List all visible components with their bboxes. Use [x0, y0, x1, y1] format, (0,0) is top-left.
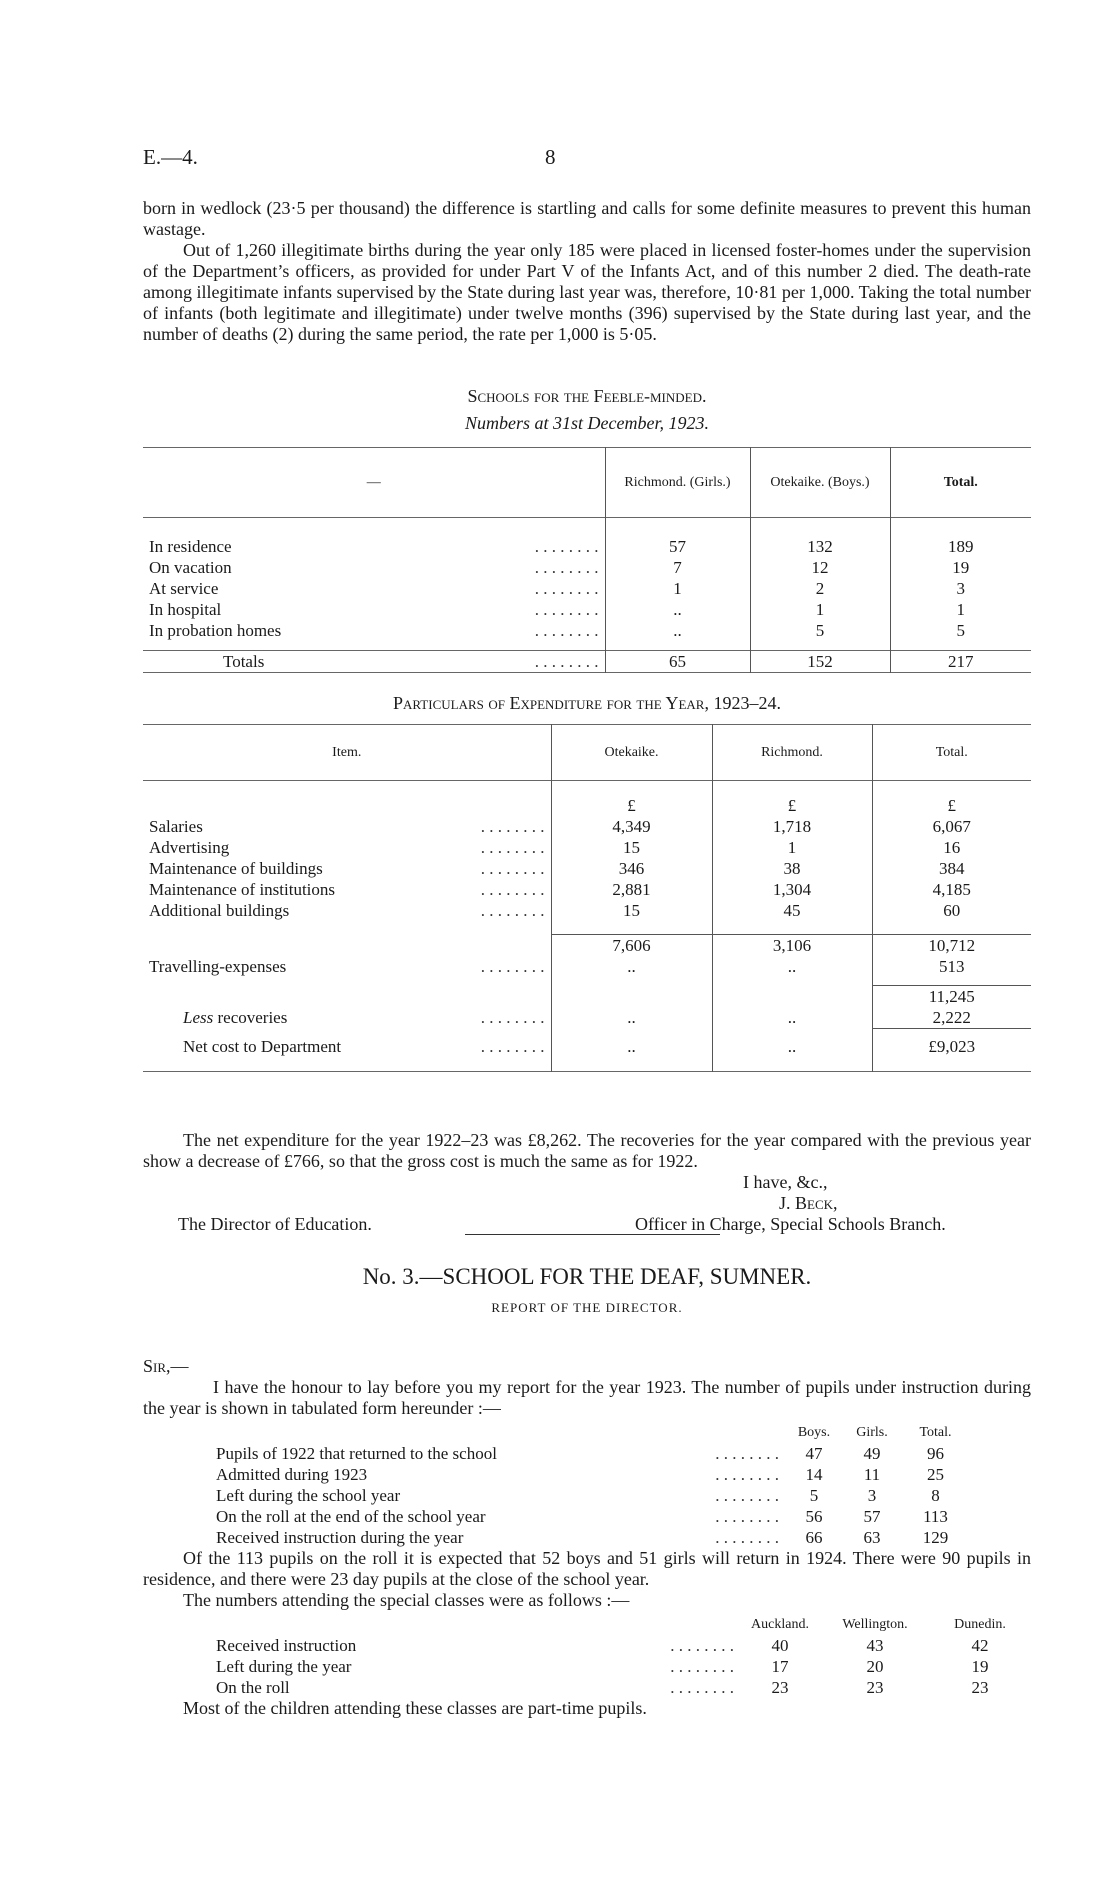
table-row: [143, 977, 1031, 985]
cell-value: 6,067: [872, 816, 1031, 837]
feeble-table-title: Schools for the Feeble-minded.: [467, 386, 707, 406]
leader-dots: . . . . . . . .: [480, 1007, 545, 1027]
page-number: 8: [545, 145, 556, 169]
leader-dots: . . . . . . . .: [670, 1678, 734, 1697]
row-label-text: On the roll at the end of the school year: [216, 1507, 486, 1526]
cell-value: ..: [605, 620, 750, 641]
cell-value: 15: [551, 837, 712, 858]
cell-value: 4,185: [872, 879, 1031, 900]
cell-value: 189: [890, 536, 1031, 557]
cell-value: [872, 921, 1031, 935]
cell-value: [712, 1057, 872, 1071]
row-label-text: On the roll: [216, 1678, 290, 1697]
cell-value: 65: [605, 651, 750, 673]
row-label: [143, 1057, 551, 1071]
deaf-report-body: [143, 1356, 1031, 1719]
leader-dots: . . . . . . . .: [534, 599, 599, 619]
cell-value: 10,712: [872, 935, 1031, 957]
cell-value: [551, 985, 712, 1007]
table-row: [143, 1057, 1031, 1071]
cell-value: [872, 1028, 1031, 1036]
leader-dots: . . . . . . . .: [480, 858, 545, 878]
paragraph: I have the honour to lay before you my report for the year 1923. The number of pupils under instruction during the year is shown in tabulated form hereunder :—: [143, 1377, 1031, 1418]
table-row: [210, 1443, 970, 1464]
row-label: [143, 837, 551, 858]
cell-value: [605, 641, 750, 651]
cell-value: 23: [771, 1678, 789, 1697]
cell-value: £: [712, 795, 872, 816]
cell-value: 47: [805, 1444, 823, 1463]
cell-value: 49: [863, 1444, 881, 1463]
leader-dots: . . . . . . . .: [715, 1465, 779, 1484]
cell-value: 11: [863, 1465, 881, 1484]
cell-value: [551, 781, 712, 795]
cell-value: [712, 1028, 872, 1036]
table-row: [143, 879, 1031, 900]
table-row: [210, 1464, 970, 1485]
column-header: Boys.: [797, 1425, 831, 1440]
cell-value: 217: [890, 651, 1031, 673]
row-label: [210, 1527, 785, 1548]
salutation: Sir,—: [143, 1356, 189, 1376]
row-label-text: Advertising: [149, 837, 230, 857]
row-label: [143, 557, 605, 578]
table-row: [143, 921, 1031, 935]
row-label: [143, 858, 551, 879]
salutation: I have, &c.,: [743, 1172, 828, 1192]
cell-value: 2,222: [872, 1007, 1031, 1029]
cell-value: [551, 1057, 712, 1071]
cell-value: [551, 977, 712, 985]
cell-value: 2: [750, 578, 890, 599]
column-header: Total.: [890, 448, 1031, 518]
cell-value: ..: [712, 1036, 872, 1057]
row-label: [143, 1007, 551, 1029]
cell-value: 12: [750, 557, 890, 578]
column-header: Richmond. (Girls.): [605, 448, 750, 518]
table-row: [143, 518, 1031, 536]
cell-value: 40: [771, 1636, 789, 1655]
cell-value: 129: [922, 1528, 949, 1547]
column-header: Auckland.: [751, 1617, 809, 1632]
table-row: [143, 985, 1031, 1007]
cell-value: 1: [750, 599, 890, 620]
column-header: Dunedin.: [954, 1617, 1006, 1632]
row-label: [143, 1028, 551, 1036]
cell-value: 346: [551, 858, 712, 879]
leader-dots: . . . . . . . .: [480, 1037, 545, 1056]
table-row: [143, 781, 1031, 795]
row-label: [143, 956, 551, 977]
row-label-text: Admitted during 1923: [216, 1465, 368, 1484]
column-header: Otekaike. (Boys.): [750, 448, 890, 518]
cell-value: 1: [605, 578, 750, 599]
cell-value: 7,606: [551, 935, 712, 957]
cell-value: 3,106: [712, 935, 872, 957]
leader-dots: . . . . . . . .: [480, 900, 545, 920]
cell-value: 1,718: [712, 816, 872, 837]
column-header: —: [366, 475, 381, 490]
cell-value: [551, 1028, 712, 1036]
row-label-text: In hospital: [149, 599, 222, 619]
table-row: [210, 1677, 1030, 1698]
row-label: [143, 977, 551, 985]
cell-value: 3: [890, 578, 1031, 599]
row-label: [210, 1443, 785, 1464]
cell-value: 2,881: [551, 879, 712, 900]
leader-dots: . . . . . . . .: [534, 620, 599, 640]
signer: J. Beck,: [779, 1193, 838, 1213]
cell-value: [872, 781, 1031, 795]
cell-value: 14: [805, 1465, 823, 1484]
cell-value: [890, 641, 1031, 651]
row-label: [143, 651, 605, 673]
report-subtitle: REPORT OF THE DIRECTOR.: [491, 1300, 683, 1315]
row-label: [143, 518, 605, 536]
row-label: [143, 900, 551, 921]
cell-value: 5: [750, 620, 890, 641]
cell-value: 11,245: [872, 985, 1031, 1007]
row-label-text: Left during the school year: [216, 1486, 401, 1505]
leader-dots: . . . . . . . .: [715, 1528, 779, 1547]
column-header: Total.: [919, 1425, 952, 1440]
paragraph: Most of the children attending these classes are part-time pupils.: [183, 1698, 647, 1718]
expenditure-table: [143, 724, 1031, 1072]
leader-dots: . . . . . . . .: [534, 652, 599, 671]
cell-value: [712, 921, 872, 935]
cell-value: 45: [712, 900, 872, 921]
table-row: [143, 599, 1031, 620]
cell-value: [872, 1057, 1031, 1071]
column-header: Total.: [872, 725, 1031, 781]
row-label: [143, 1036, 551, 1057]
cell-value: 19: [971, 1657, 989, 1676]
table-row: [210, 1485, 970, 1506]
table-row: [210, 1635, 1030, 1656]
intro-text: [143, 198, 1031, 345]
row-label: [143, 985, 551, 1007]
column-header: Item.: [332, 745, 362, 760]
cell-value: [605, 518, 750, 536]
cell-value: 16: [872, 837, 1031, 858]
leader-dots: . . . . . . . .: [715, 1444, 779, 1463]
leader-dots: . . . . . . . .: [480, 837, 545, 857]
leader-dots: . . . . . . . .: [480, 816, 545, 836]
row-label-text: recoveries: [213, 1007, 288, 1027]
row-label: [143, 536, 605, 557]
cell-value: 8: [931, 1486, 940, 1505]
cell-value: [712, 977, 872, 985]
leader-dots: . . . . . . . .: [480, 957, 545, 976]
row-label: [143, 879, 551, 900]
row-label: [210, 1506, 785, 1527]
closing-section: [143, 1130, 1031, 1238]
table-row: [143, 816, 1031, 837]
cell-value: 113: [923, 1507, 948, 1526]
report-reference: E.—4.: [143, 145, 198, 169]
cell-value: [890, 518, 1031, 536]
cell-value: [551, 921, 712, 935]
row-label-text: Received instruction: [216, 1636, 357, 1655]
cell-value: [750, 518, 890, 536]
cell-value: ..: [551, 956, 712, 977]
row-label-text: Left during the year: [216, 1657, 352, 1676]
paragraph: Out of 1,260 illegitimate births during the year only 185 were placed in licensed foster-homes under the supervision of the Department’s officers, as provided for under Part V of the Infants Act, and of this number 2 died. The death-rate among illegitimate infants supervised by the State during last year was, therefore, 10·81 per 1,000. Taking the total number of infants (both legitimate and illegitimate) under twelve months (396) supervised by the State during last year, and the number of deaths (2) during the same period, the rate per 1,000 is 5·05.: [143, 240, 1031, 344]
signer-position: Officer in Charge, Special Schools Branch.: [635, 1214, 946, 1234]
addressee: The Director of Education.: [178, 1214, 372, 1234]
cell-value: 1: [712, 837, 872, 858]
table-row: [143, 557, 1031, 578]
cell-value: [712, 985, 872, 1007]
row-label-text: At service: [149, 578, 219, 598]
cell-value: 57: [863, 1507, 881, 1526]
cell-value: [712, 781, 872, 795]
cell-value: 56: [805, 1507, 823, 1526]
row-label-text: Maintenance of institutions: [149, 879, 336, 899]
row-label: [143, 620, 605, 641]
paragraph: The net expenditure for the year 1922–23 was £8,262. The recoveries for the year compared with the previous year show a decrease of £766, so that the gross cost is much the same as for 1922.: [143, 1130, 1031, 1171]
cell-value: 3: [867, 1486, 877, 1505]
row-label: [143, 816, 551, 837]
table-row: [143, 641, 1031, 651]
row-label-italic: Less: [183, 1007, 214, 1027]
table-row: [210, 1506, 970, 1527]
row-label: [143, 921, 551, 935]
row-label: [210, 1485, 785, 1506]
row-label: [210, 1677, 740, 1698]
expenditure-table-title: Particulars of Expenditure for the Year, 1923–24.: [393, 693, 781, 713]
row-label-text: In probation homes: [149, 620, 282, 640]
cell-value: £: [872, 795, 1031, 816]
cell-value: 25: [927, 1465, 944, 1484]
feeble-table-subtitle: Numbers at 31st December, 1923.: [465, 413, 709, 433]
pupils-table: [210, 1422, 970, 1548]
table-row: [143, 1007, 1031, 1029]
cell-value: 152: [750, 651, 890, 673]
leader-dots: . . . . . . . .: [715, 1507, 779, 1526]
cell-value: 66: [805, 1528, 823, 1547]
row-label-text: Net cost to Department: [183, 1037, 342, 1056]
row-label-text: Totals: [223, 652, 265, 671]
leader-dots: . . . . . . . .: [670, 1636, 734, 1655]
table-row: [143, 795, 1031, 816]
table-row: [143, 956, 1031, 977]
table-row: [143, 536, 1031, 557]
section-divider: [465, 1234, 720, 1235]
table-row: [143, 900, 1031, 921]
cell-value: [750, 641, 890, 651]
table-row: [143, 858, 1031, 879]
row-label: [210, 1464, 785, 1485]
cell-value: 5: [890, 620, 1031, 641]
cell-value: 42: [971, 1636, 989, 1655]
cell-value: £: [551, 795, 712, 816]
special-classes-table: [210, 1614, 1030, 1698]
row-label: [143, 795, 551, 816]
cell-value: 1: [890, 599, 1031, 620]
row-label-text: Salaries: [149, 816, 203, 836]
cell-value: ..: [551, 1036, 712, 1057]
row-label: [143, 781, 551, 795]
feeble-minded-table: [143, 447, 1031, 673]
table-row: [143, 1036, 1031, 1057]
leader-dots: . . . . . . . .: [670, 1657, 734, 1676]
paragraph: The numbers attending the special classes were as follows :—: [183, 1590, 630, 1610]
leader-dots: . . . . . . . .: [715, 1486, 779, 1505]
cell-value: 384: [872, 858, 1031, 879]
cell-value: ..: [712, 1007, 872, 1029]
cell-value: 513: [872, 956, 1031, 977]
leader-dots: . . . . . . . .: [480, 879, 545, 899]
column-header: Wellington.: [842, 1617, 908, 1632]
table-row: [143, 620, 1031, 641]
cell-value: 63: [863, 1528, 881, 1547]
row-label-text: Received instruction during the year: [216, 1528, 464, 1547]
table-row: [143, 837, 1031, 858]
row-label-text: Travelling-expenses: [149, 957, 287, 976]
cell-value: [872, 977, 1031, 985]
cell-value: 60: [872, 900, 1031, 921]
cell-value: 43: [866, 1636, 884, 1655]
row-label-text: Maintenance of buildings: [149, 858, 323, 878]
cell-value: 20: [866, 1657, 884, 1676]
paragraph: born in wedlock (23·5 per thousand) the difference is startling and calls for some definite measures to prevent this human wastage.: [143, 198, 1031, 239]
row-label: [210, 1635, 740, 1656]
row-label: [143, 599, 605, 620]
leader-dots: . . . . . . . .: [534, 557, 599, 577]
row-label-text: In residence: [149, 536, 232, 556]
cell-value: 4,349: [551, 816, 712, 837]
cell-value: 96: [927, 1444, 944, 1463]
row-label: [143, 641, 605, 651]
row-label-text: Additional buildings: [149, 900, 290, 920]
cell-value: 23: [866, 1678, 884, 1697]
cell-value: ..: [551, 1007, 712, 1029]
cell-value: £9,023: [872, 1036, 1031, 1057]
cell-value: ..: [712, 956, 872, 977]
table-row: [143, 651, 1031, 673]
row-label: [143, 578, 605, 599]
cell-value: 15: [551, 900, 712, 921]
leader-dots: . . . . . . . .: [534, 578, 599, 598]
leader-dots: . . . . . . . .: [534, 536, 599, 556]
cell-value: 38: [712, 858, 872, 879]
cell-value: 17: [771, 1657, 789, 1676]
cell-value: 57: [605, 536, 750, 557]
row-label: [143, 935, 551, 957]
cell-value: 5: [809, 1486, 819, 1505]
cell-value: 132: [750, 536, 890, 557]
cell-value: 19: [890, 557, 1031, 578]
cell-value: ..: [605, 599, 750, 620]
cell-value: 7: [605, 557, 750, 578]
deaf-school-title: No. 3.—SCHOOL FOR THE DEAF, SUMNER.: [362, 1264, 812, 1289]
cell-value: 23: [971, 1678, 989, 1697]
column-header: Richmond.: [712, 725, 872, 781]
table-row: [143, 578, 1031, 599]
row-label: [210, 1656, 740, 1677]
row-label-text: On vacation: [149, 557, 232, 577]
row-label-text: Pupils of 1922 that returned to the school: [216, 1444, 497, 1463]
column-header: Girls.: [856, 1425, 888, 1440]
table-row: [143, 1028, 1031, 1036]
table-row: [143, 935, 1031, 957]
cell-value: 1,304: [712, 879, 872, 900]
column-header: Otekaike.: [551, 725, 712, 781]
paragraph: Of the 113 pupils on the roll it is expected that 52 boys and 51 girls will return in 1924. There were 90 pupils in residence, and there were 23 day pupils at the close of the school year.: [143, 1548, 1031, 1589]
table-row: [210, 1527, 970, 1548]
table-row: [210, 1656, 1030, 1677]
